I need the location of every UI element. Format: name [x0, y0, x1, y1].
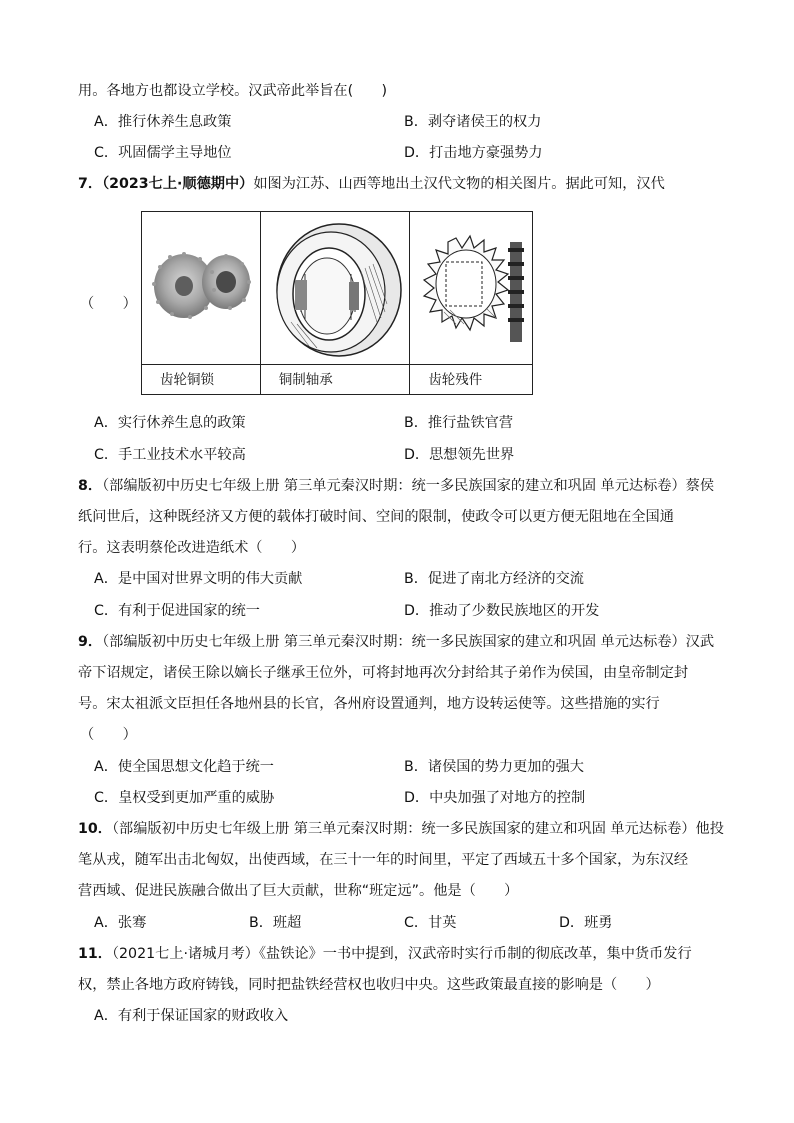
- q7-option-d[interactable]: D．思想领先世界: [404, 447, 515, 463]
- q8-number: 8．: [78, 478, 103, 494]
- q7-artifact-figure: [141, 211, 533, 395]
- q8-stem-line-1: [78, 476, 714, 496]
- q9-option-a[interactable]: A．使全国思想文化趋于统一: [94, 759, 274, 775]
- q10-stem-text-1: （部编版初中历史七年级上册 第三单元秦汉时期：统一多民族国家的建立和巩固 单元达标卷）他投: [111, 821, 724, 837]
- q6-stem-end: 用。各地方也都设立学校。汉武帝此举旨在( ): [78, 83, 388, 99]
- q7-answer-blank: （ ）: [80, 296, 137, 312]
- q11-stem-text-1: （2021七上·诸城月考）《盐铁论》一书中提到，汉武帝时实行币制的彻底改革，集中货币发行: [111, 946, 692, 962]
- q7-option-b[interactable]: B．推行盐铁官营: [404, 415, 514, 431]
- q8-option-a[interactable]: A．是中国对世界文明的伟大贡献: [94, 571, 303, 587]
- q9-stem-line-3: 号。宋太祖派文臣担任各地州县的长官，各州府设置通判，地方设转运使等。这些措施的实行: [78, 696, 660, 712]
- q7-option-a[interactable]: A．实行休养生息的政策: [94, 415, 246, 431]
- q11-stem-line-1: [78, 944, 692, 964]
- q8-stem-line-2: 纸问世后，这种既经济又方便的载体打破时间、空间的限制，使政令可以更方便无阻地在全国通: [78, 509, 674, 525]
- figure-cell-gear-lock: [142, 212, 261, 394]
- q11-stem-line-2: 权，禁止各地方政府铸钱，同时把盐铁经营权也收归中央。这些政策最直接的影响是（ ）: [78, 977, 660, 993]
- q11-option-a[interactable]: A．有利于保证国家的财政收入: [94, 1008, 289, 1024]
- q8-option-c[interactable]: C．有利于促进国家的统一: [94, 603, 260, 619]
- q7-source: （2023七上·顺德期中）: [102, 176, 254, 192]
- q6-option-c[interactable]: C．巩固儒学主导地位: [94, 145, 232, 161]
- q10-number: 10．: [78, 821, 112, 837]
- q9-option-b[interactable]: B．诸侯国的势力更加的强大: [404, 759, 584, 775]
- q8-stem-line-3: 行。这表明蔡伦改进造纸术（ ）: [78, 540, 306, 556]
- figure-cell-copper-bearing: [261, 212, 411, 394]
- figure-cell-gear-fragment: [410, 212, 532, 394]
- q11-number: 11．: [78, 946, 112, 962]
- q9-stem-line-1: [78, 632, 714, 652]
- q10-stem-line-1: [78, 819, 724, 839]
- q8-option-b[interactable]: B．促进了南北方经济的交流: [404, 571, 584, 587]
- q7-stem-text: 如图为江苏、山西等地出土汉代文物的相关图片。据此可知，汉代: [253, 176, 665, 192]
- q8-option-d[interactable]: D．推动了少数民族地区的开发: [404, 603, 600, 619]
- q10-stem-line-2: 笔从戎，随军出击北匈奴，出使西域，在三十一年的时间里，平定了西域五十多个国家，为东汉经: [78, 852, 689, 868]
- q10-option-d[interactable]: D．班勇: [559, 915, 613, 931]
- q8-stem-text-1: （部编版初中历史七年级上册 第三单元秦汉时期：统一多民族国家的建立和巩固 单元达标卷）蔡侯: [102, 478, 715, 494]
- q6-option-d[interactable]: D．打击地方豪强势力: [404, 145, 543, 161]
- q9-stem-line-4: （ ）: [80, 727, 137, 743]
- caption-gear-fragment: 齿轮残件: [428, 372, 483, 388]
- caption-gear-lock: 齿轮铜锁: [160, 372, 214, 388]
- gear-lock-image: [142, 212, 260, 365]
- q9-stem-text-1: （部编版初中历史七年级上册 第三单元秦汉时期：统一多民族国家的建立和巩固 单元达标卷）汉武: [102, 634, 715, 650]
- copper-bearing-image: [261, 212, 410, 365]
- q10-option-b[interactable]: B．班超: [249, 915, 302, 931]
- q10-option-c[interactable]: C．甘英: [404, 915, 457, 931]
- q9-number: 9．: [78, 634, 103, 650]
- q7-number: 7．: [78, 176, 103, 192]
- q6-option-a[interactable]: A．推行休养生息政策: [94, 114, 232, 130]
- gear-fragment-image: [410, 212, 532, 365]
- q10-stem-line-3: 营西域、促进民族融合做出了巨大贡献，世称“班定远”。他是（ ）: [78, 883, 519, 899]
- q7-option-c[interactable]: C．手工业技术水平较高: [94, 447, 246, 463]
- q10-option-a[interactable]: A．张骞: [94, 915, 147, 931]
- q9-option-d[interactable]: D．中央加强了对地方的控制: [404, 790, 586, 806]
- q9-option-c[interactable]: C．皇权受到更加严重的威胁: [94, 790, 275, 806]
- q9-stem-line-2: 帝下诏规定，诸侯王除以嫡长子继承王位外，可将封地再次分封给其子弟作为侯国，由皇帝制定封: [78, 665, 689, 681]
- q7-stem: [78, 174, 665, 194]
- q6-option-b[interactable]: B．剥夺诸侯王的权力: [404, 114, 542, 130]
- caption-copper-bearing: 铜制轴承: [278, 372, 333, 388]
